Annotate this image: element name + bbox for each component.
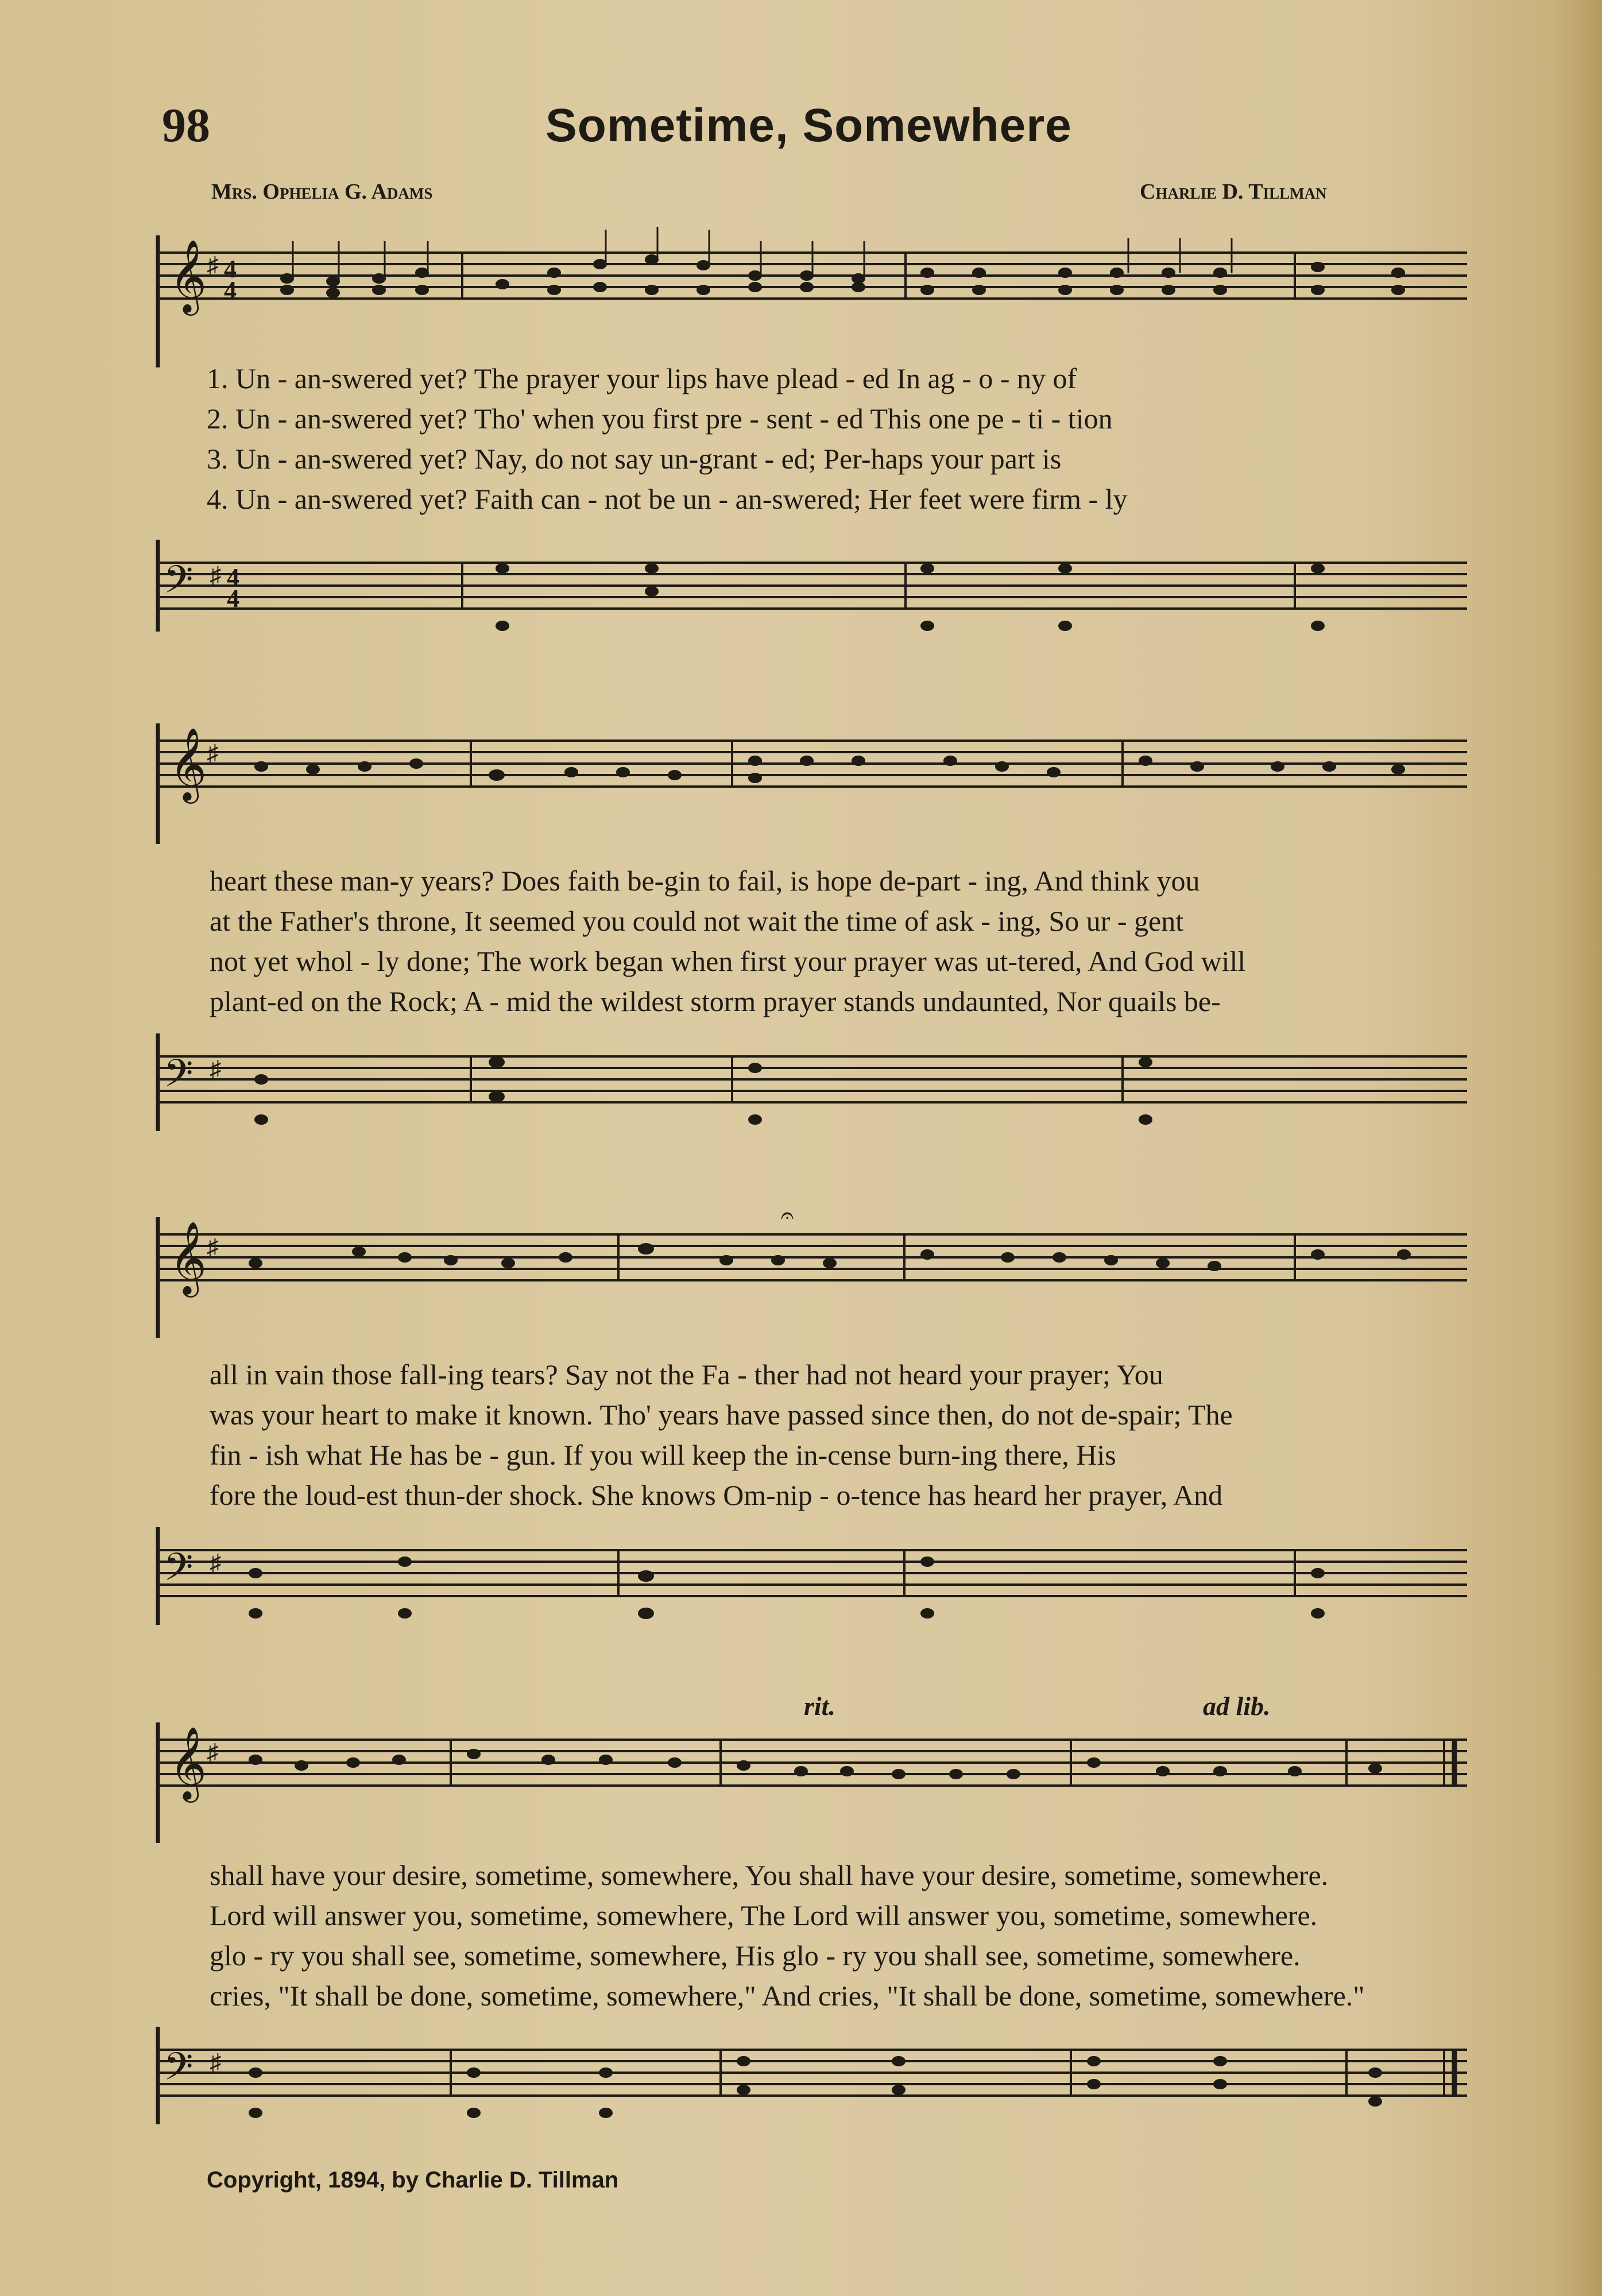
svg-text:♯: ♯	[210, 562, 221, 588]
bass-staff-system-2	[152, 1033, 1473, 1171]
lyric-line: at the Father's throne, It seemed you could not wait the time of ask - ing, So ur - gent	[210, 905, 1184, 937]
svg-text:♯: ♯	[207, 1739, 218, 1765]
treble-staff-system-2	[152, 706, 1473, 855]
svg-text:♯: ♯	[210, 1056, 221, 1082]
tempo-marking-rit: rit.	[804, 1691, 835, 1721]
lyric-line: plant-ed on the Rock; A - mid the wildest storm prayer stands undaunted, Nor quails be-	[210, 985, 1221, 1017]
lyric-line: all in vain those fall-ing tears? Say not the Fa - ther had not heard your prayer; You	[210, 1358, 1163, 1391]
svg-text:𝄞: 𝄞	[169, 729, 207, 799]
lyricist-credit: Mrs. Ophelia G. Adams	[211, 180, 433, 204]
svg-text:♯: ♯	[207, 740, 218, 766]
svg-text:𝄞: 𝄞	[169, 1728, 207, 1798]
svg-text:♯: ♯	[207, 1234, 218, 1260]
treble-staff-system-3	[152, 1200, 1473, 1349]
lyric-line: 1. Un - an-swered yet? The prayer your lips have plead - ed In ag - o - ny of	[207, 362, 1077, 394]
lyric-line: not yet whol - ly done; The work began when first your prayer was ut-tered, And God will	[210, 945, 1246, 977]
lyric-line: heart these man-y years? Does faith be-gin to fail, is hope de-part - ing, And think you	[210, 865, 1200, 897]
lyric-line: fore the loud-est thun-der shock. She knows Om-nip - o-tence has heard her prayer, And	[210, 1479, 1223, 1511]
svg-text:𝄢: 𝄢	[164, 560, 194, 610]
svg-text:𝄢: 𝄢	[164, 1547, 194, 1598]
composer-credit: Charlie D. Tillman	[1140, 180, 1327, 204]
svg-text:𝄞: 𝄞	[169, 239, 207, 312]
svg-text:4: 4	[227, 563, 239, 591]
bass-staff-system-4	[152, 2027, 1473, 2165]
bass-staff-system-3	[152, 1527, 1473, 1665]
svg-text:4: 4	[224, 255, 237, 283]
lyric-line: was your heart to make it known. Tho' years have passed since then, do not de-spair; The	[210, 1399, 1233, 1431]
svg-text:𝄐: 𝄐	[781, 1202, 794, 1228]
lyric-line: shall have your desire, sometime, somewhere, You shall have your desire, sometime, somewhere.	[210, 1859, 1329, 1891]
svg-text:𝄢: 𝄢	[164, 2047, 194, 2097]
lyric-line: fin - ish what He has be - gun. If you will keep the in-cense burn-ing there, His	[210, 1439, 1116, 1471]
lyric-line: 2. Un - an-swered yet? Tho' when you first pre - sent - ed This one pe - ti - tion	[207, 402, 1113, 435]
bass-staff-system-1	[152, 540, 1473, 677]
page-number: 98	[162, 99, 210, 152]
treble-staff-system-4	[152, 1705, 1473, 1854]
lyric-line: glo - ry you shall see, sometime, somewhere, His glo - ry you shall see, sometime, somewhere.	[210, 1939, 1301, 1972]
svg-text:4: 4	[224, 276, 237, 304]
lyric-line: 3. Un - an-swered yet? Nay, do not say un-grant - ed; Per-haps your part is	[207, 443, 1062, 475]
svg-text:♯: ♯	[207, 252, 218, 278]
treble-staff-system-1	[152, 218, 1473, 373]
lyric-line: 4. Un - an-swered yet? Faith can - not be un - an-swered; Her feet were firm - ly	[207, 483, 1128, 515]
lyric-line: Lord will answer you, sometime, somewhere, The Lord will answer you, sometime, somewhere.	[210, 1899, 1318, 1931]
svg-text:♯: ♯	[210, 1550, 221, 1575]
tempo-marking-ad-lib: ad lib.	[1203, 1691, 1271, 1721]
hymn-title: Sometime, Somewhere	[545, 99, 1072, 152]
svg-text:𝄢: 𝄢	[164, 1054, 194, 1104]
svg-text:𝄞: 𝄞	[169, 1223, 207, 1293]
lyric-line: cries, "It shall be done, sometime, somewhere," And cries, "It shall be done, sometime, somewhere."	[210, 1980, 1365, 2012]
copyright-notice: Copyright, 1894, by Charlie D. Tillman	[207, 2167, 619, 2193]
svg-text:4: 4	[227, 584, 239, 613]
svg-text:♯: ♯	[210, 2049, 221, 2075]
